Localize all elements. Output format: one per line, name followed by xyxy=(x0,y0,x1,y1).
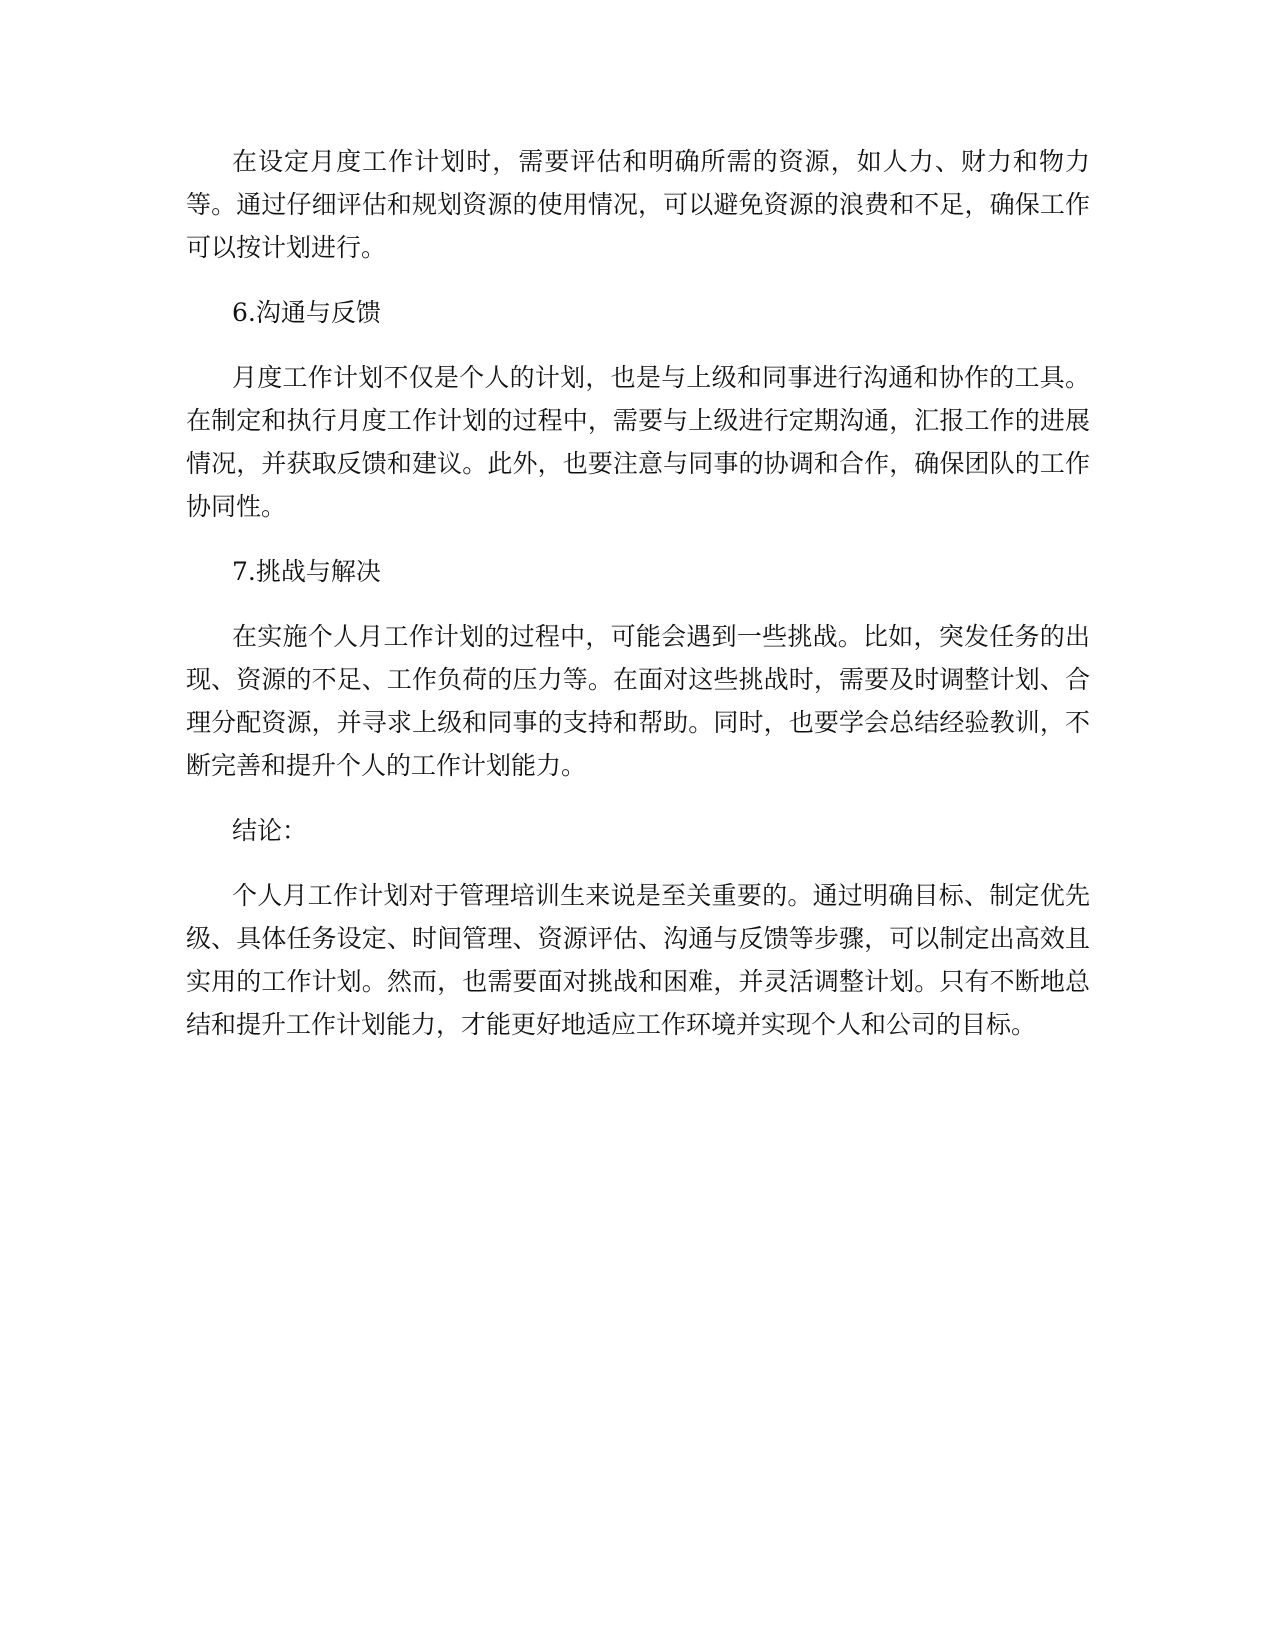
paragraph-communication: 月度工作计划不仅是个人的计划，也是与上级和同事进行沟通和协作的工具。在制定和执行月度工作计划的过程中，需要与上级进行定期沟通，汇报工作的进展情况，并获取反馈和建议。此外，也要注意与同事的协调和合作，确保团队的工作协同性。 xyxy=(186,363,1090,521)
paragraph-resource-evaluation: 在设定月度工作计划时，需要评估和明确所需的资源，如人力、财力和物力等。通过仔细评估和规划资源的使用情况，可以避免资源的浪费和不足，确保工作可以按计划进行。 xyxy=(186,147,1090,262)
section-heading-communication: 6.沟通与反馈 xyxy=(232,298,381,327)
section-heading-conclusion: 结论： xyxy=(232,816,308,845)
document-body xyxy=(186,140,1090,1068)
section-heading-challenges: 7.挑战与解决 xyxy=(232,557,381,586)
paragraph-challenges: 在实施个人月工作计划的过程中，可能会遇到一些挑战。比如，突发任务的出现、资源的不足、工作负荷的压力等。在面对这些挑战时，需要及时调整计划、合理分配资源，并寻求上级和同事的支持和帮助。同时，也要学会总结经验教训，不断完善和提升个人的工作计划能力。 xyxy=(186,622,1090,780)
paragraph-conclusion: 个人月工作计划对于管理培训生来说是至关重要的。通过明确目标、制定优先级、具体任务设定、时间管理、资源评估、沟通与反馈等步骤，可以制定出高效且实用的工作计划。然而，也需要面对挑战和困难，并灵活调整计划。只有不断地总结和提升工作计划能力，才能更好地适应工作环境并实现个人和公司的目标。 xyxy=(186,881,1090,1039)
